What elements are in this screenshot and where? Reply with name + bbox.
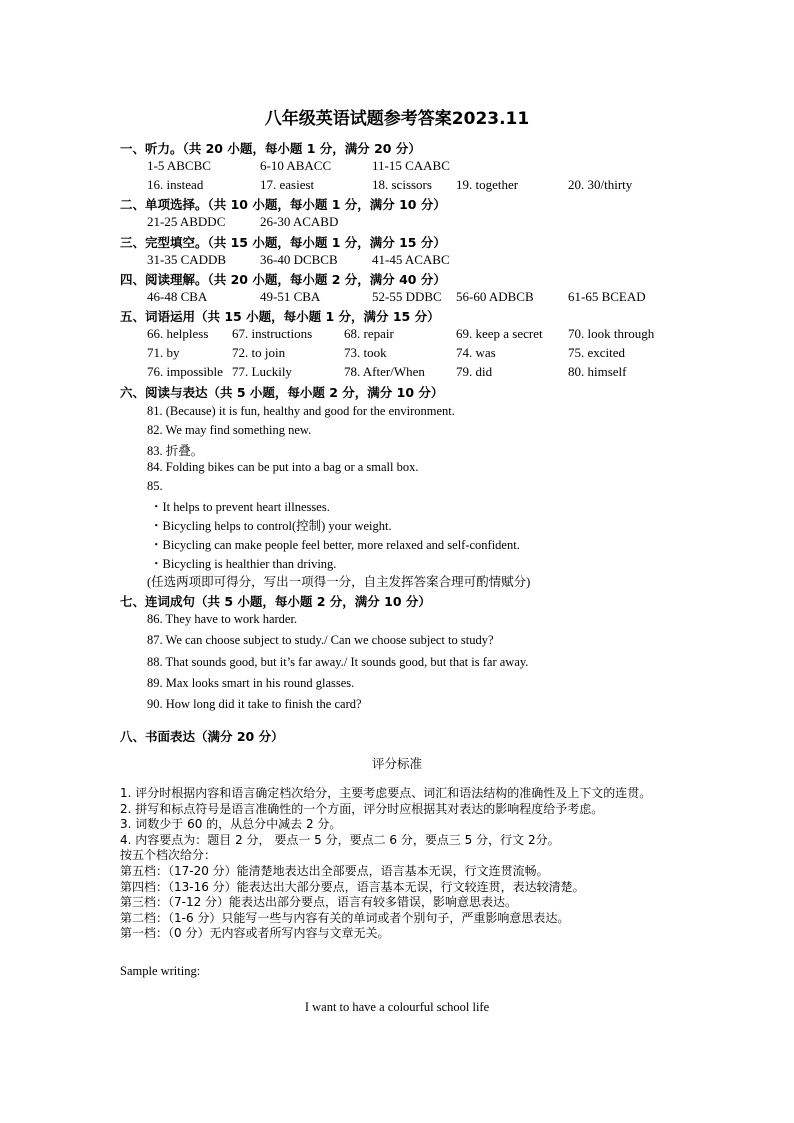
- answer-cell: 52-55 DDBC: [372, 289, 442, 304]
- section-1-row-2: [147, 177, 707, 195]
- answer-line: 89. Max looks smart in his round glasses.: [147, 676, 355, 690]
- section-1-heading: 一、听力。（共 20 小题，每小题 1 分，满分 20 分）: [120, 141, 421, 156]
- criteria-item: 第一档：（0 分）无内容或者所写内容与文章无关。: [120, 926, 390, 941]
- answer-cell: 67. instructions: [232, 326, 313, 341]
- bullet-line: ・Bicycling helps to control(控制) your weight.: [150, 519, 392, 533]
- answer-cell: 41-45 ACABC: [372, 252, 450, 267]
- answer-cell: 73. took: [344, 345, 387, 360]
- answer-cell: 49-51 CBA: [260, 289, 321, 304]
- criteria-list: [120, 786, 680, 942]
- section-5-row-2: [147, 345, 707, 363]
- answer-cell: 20. 30/thirty: [568, 177, 633, 192]
- answer-cell: 61-65 BCEAD: [568, 289, 646, 304]
- answer-cell: 66. helpless: [147, 326, 209, 341]
- criteria-item: 2. 拼写和标点符号是语言准确性的一个方面，评分时应根据其对表达的影响程度给予考虑。: [120, 801, 604, 816]
- criteria-item: 第四档：（13-16 分）能表达出大部分要点，语言基本无误，行文较连贯，表达较清楚。: [120, 879, 585, 894]
- answer-cell: 70. look through: [568, 326, 655, 341]
- answer-cell: 68. repair: [344, 326, 394, 341]
- answer-cell: 16. instead: [147, 177, 204, 192]
- answer-cell: 56-60 ADBCB: [456, 289, 534, 304]
- answer-cell: 71. by: [147, 345, 180, 360]
- section-7-heading: 七、连词成句（共 5 小题，每小题 2 分，满分 10 分）: [120, 594, 431, 609]
- answer-cell: 18. scissors: [372, 177, 432, 192]
- answer-cell: 75. excited: [568, 345, 626, 360]
- answer-cell: 72. to join: [232, 345, 286, 360]
- section-4-heading: 四、阅读理解。（共 20 小题，每小题 2 分，满分 40 分）: [120, 272, 446, 287]
- answer-cell: 79. did: [456, 364, 493, 379]
- section-5-heading: 五、词语运用（共 15 小题，每小题 1 分，满分 15 分）: [120, 309, 440, 324]
- answer-cell: 69. keep a secret: [456, 326, 543, 341]
- answer-cell: 77. Luckily: [232, 364, 292, 379]
- section-2-heading: 二、单项选择。（共 10 小题，每小题 1 分，满分 10 分）: [120, 197, 446, 212]
- section-4-row-1: [147, 289, 707, 307]
- answer-line: 86. They have to work harder.: [147, 612, 298, 626]
- answer-cell: 78. After/When: [344, 364, 425, 379]
- answer-cell: 1-5 ABCBC: [147, 158, 211, 173]
- section-3-heading: 三、完型填空。（共 15 小题，每小题 1 分，满分 15 分）: [120, 235, 446, 250]
- page-title: 八年级英语试题参考答案2023.11: [264, 109, 530, 129]
- criteria-item: 第二档：（1-6 分）只能写一些与内容有关的单词或者个别句子，严重影响意思表达。: [120, 910, 570, 925]
- answer-cell: 80. himself: [568, 364, 627, 379]
- section-5-row-1: [147, 326, 707, 344]
- answer-cell: 19. together: [456, 177, 519, 192]
- answer-line: 88. That sounds good, but it’s far away./ It sounds good, but that is far away.: [147, 655, 529, 669]
- answer-line: 85.: [147, 479, 163, 493]
- bullet-line: ・Bicycling is healthier than driving.: [150, 557, 337, 571]
- answer-cell: 17. easiest: [260, 177, 315, 192]
- section-2-row-1: [147, 214, 707, 232]
- bullet-line: ・Bicycling can make people feel better, more relaxed and self-confident.: [150, 538, 520, 552]
- sample-writing-label: Sample writing:: [120, 964, 201, 978]
- answer-cell: 36-40 DCBCB: [260, 252, 338, 267]
- section-6-heading: 六、阅读与表达（共 5 小题，每小题 2 分，满分 10 分）: [120, 385, 444, 400]
- answer-line: 82. We may find something new.: [147, 423, 312, 437]
- answer-cell: 6-10 ABACC: [260, 158, 332, 173]
- section-1-row-1: [147, 158, 707, 176]
- sample-writing-title: I want to have a colourful school life: [304, 1000, 490, 1014]
- criteria-item: 按五个档次给分：: [120, 848, 217, 863]
- section-5-row-3: [147, 364, 707, 382]
- criteria-item: 第五档：（17-20 分）能清楚地表达出全部要点，语言基本无误，行文连贯流畅。: [120, 863, 549, 878]
- bullet-line: ・It helps to prevent heart illnesses.: [150, 500, 330, 514]
- answer-line: 81. (Because) it is fun, healthy and good for the environment.: [147, 404, 455, 418]
- answer-cell: 31-35 CADDB: [147, 252, 227, 267]
- answer-line: 87. We can choose subject to study./ Can we choose subject to study?: [147, 633, 494, 647]
- answer-cell: 11-15 CAABC: [372, 158, 450, 173]
- scoring-note: (任选两项即可得分，写出一项得一分，自主发挥答案合理可酌情赋分): [147, 575, 531, 589]
- answer-line: 90. How long did it take to finish the card?: [147, 697, 362, 711]
- answer-cell: 26-30 ACABD: [260, 214, 339, 229]
- criteria-item: 3. 词数少于 60 的，从总分中减去 2 分。: [120, 817, 342, 832]
- answer-cell: 46-48 CBA: [147, 289, 208, 304]
- criteria-title: 评分标准: [371, 756, 422, 771]
- answer-line: 83. 折叠。: [147, 444, 204, 458]
- section-3-row-1: [147, 252, 707, 270]
- criteria-item: 第三档：（7-12 分）能表达出部分要点，语言有较多错误，影响意思表达。: [120, 895, 518, 910]
- criteria-item: 4. 内容要点为：题目 2 分， 要点一 5 分，要点二 6 分，要点三 5 分，行文 2分。: [120, 832, 560, 847]
- answer-cell: 21-25 ABDDC: [147, 214, 226, 229]
- answer-line: 84. Folding bikes can be put into a bag or a small box.: [147, 460, 419, 474]
- criteria-item: 1. 评分时根据内容和语言确定档次给分，主要考虑要点、词汇和语法结构的准确性及上下文的连贯。: [120, 786, 652, 800]
- section-8-heading: 八、书面表达（满分 20 分）: [120, 729, 284, 744]
- answer-cell: 76. impossible: [147, 364, 223, 379]
- answer-cell: 74. was: [456, 345, 496, 360]
